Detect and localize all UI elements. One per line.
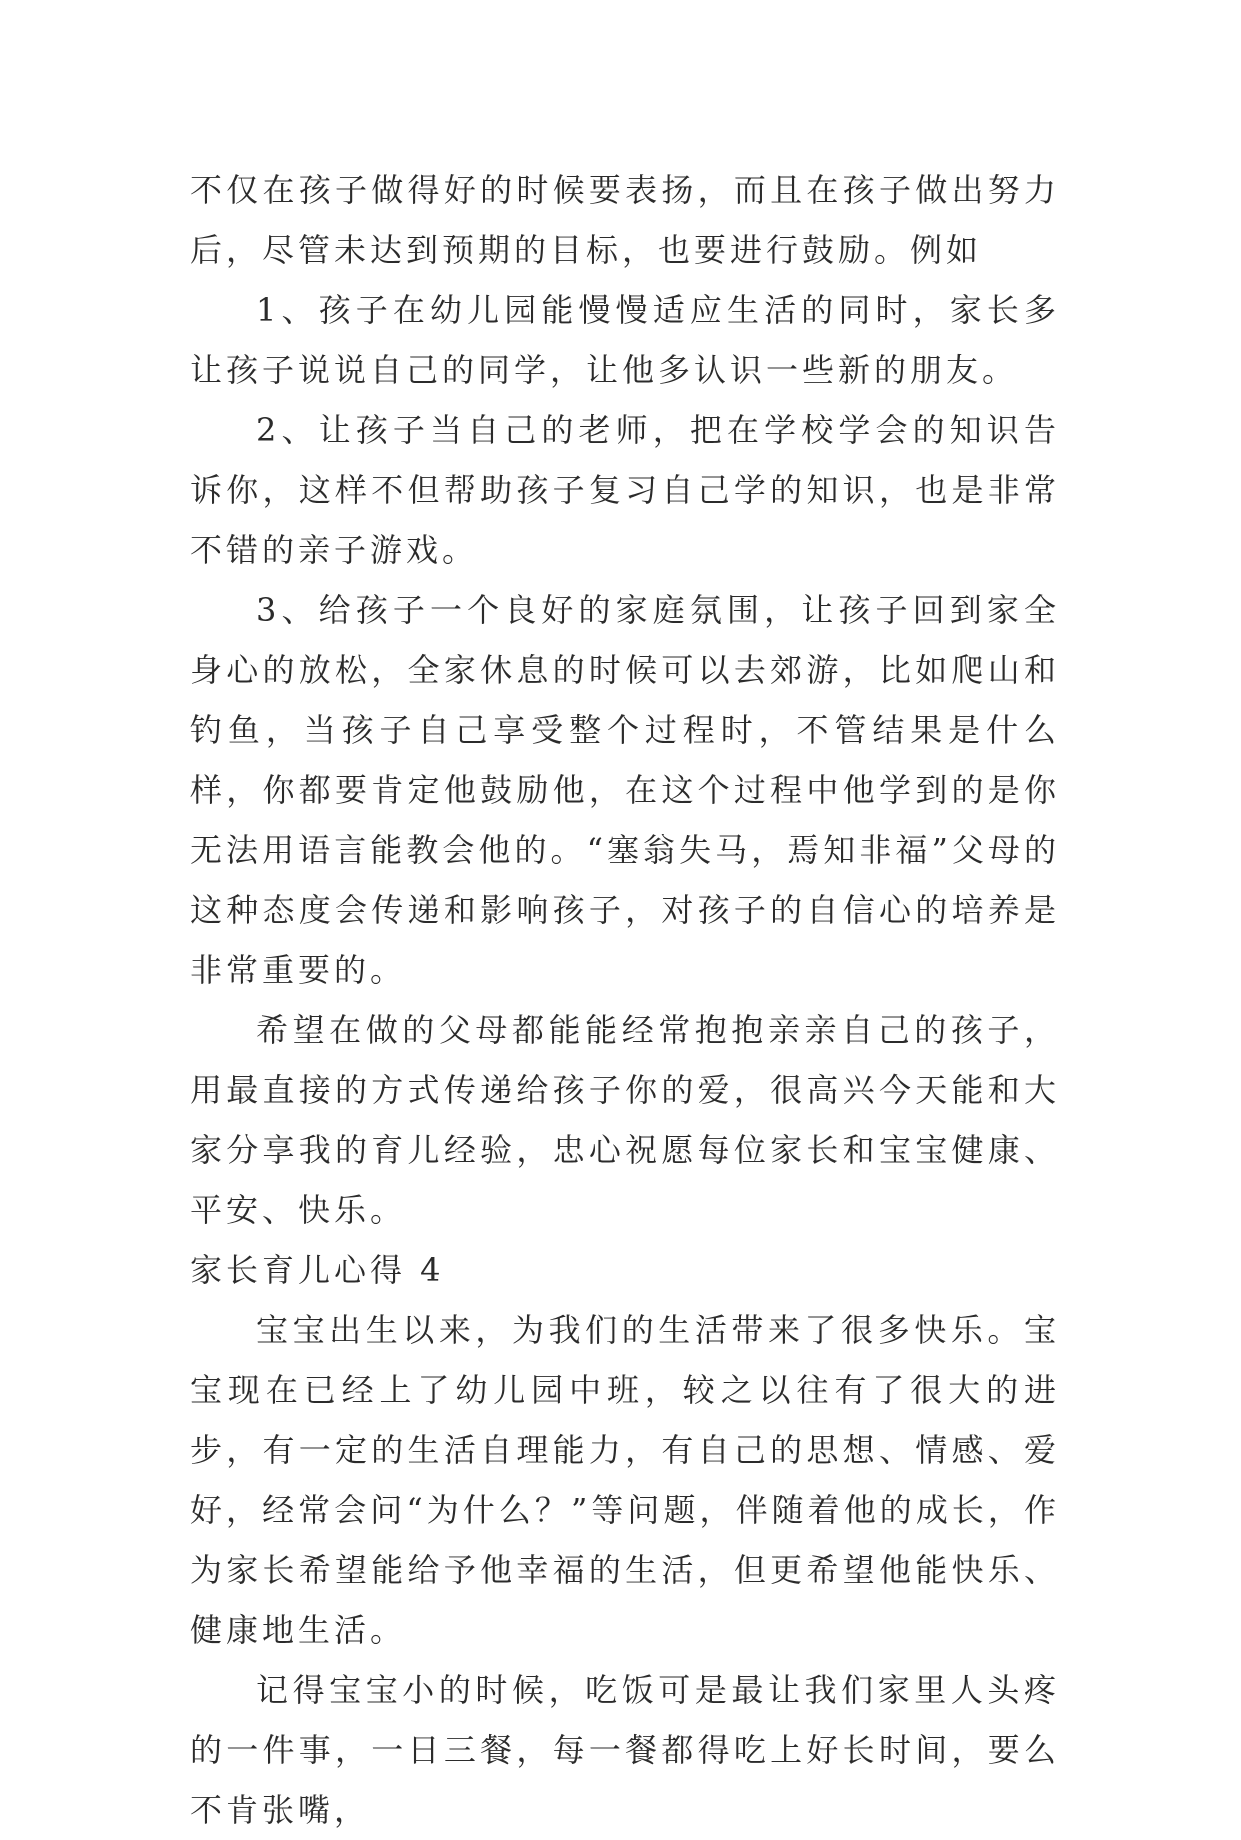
paragraph-intro: 宝宝出生以来，为我们的生活带来了很多快乐。宝宝现在已经上了幼儿园中班，较之以往有了很大的进步，有一定的生活自理能力，有自己的思想、情感、爱好，经常会问“为什么？”等问题，伴随着他的成长，作为家长希望能给予他幸福的生活，但更希望他能快乐、健康地生活。 (190, 1311, 1060, 1649)
document-body (190, 160, 1060, 1840)
paragraph-praise-effort: 不仅在孩子做得好的时候要表扬，而且在孩子做出努力后，尽管未达到预期的目标，也要进行鼓励。例如 (190, 171, 1060, 269)
paragraph-memory: 记得宝宝小的时候，吃饭可是最让我们家里人头疼的一件事，一日三餐，每一餐都得吃上好长时间，要么不肯张嘴， (190, 1671, 1060, 1829)
paragraph-item-3: 3、给孩子一个良好的家庭氛围，让孩子回到家全身心的放松，全家休息的时候可以去郊游，比如爬山和钓鱼，当孩子自己享受整个过程时，不管结果是什么样，你都要肯定他鼓励他，在这个过程中他学到的是你无法用语言能教会他的。“塞翁失马，焉知非福”父母的这种态度会传递和影响孩子，对孩子的自信心的培养是非常重要的。 (190, 591, 1060, 989)
section-heading: 家长育儿心得 4 (190, 1251, 445, 1289)
paragraph-item-2: 2、让孩子当自己的老师，把在学校学会的知识告诉你，这样不但帮助孩子复习自己学的知识，也是非常不错的亲子游戏。 (190, 411, 1060, 569)
paragraph-item-1: 1、孩子在幼儿园能慢慢适应生活的同时，家长多让孩子说说自己的同学，让他多认识一些新的朋友。 (190, 291, 1060, 389)
paragraph-closing: 希望在做的父母都能能经常抱抱亲亲自己的孩子，用最直接的方式传递给孩子你的爱，很高兴今天能和大家分享我的育儿经验，忠心祝愿每位家长和宝宝健康、平安、快乐。 (190, 1011, 1060, 1229)
